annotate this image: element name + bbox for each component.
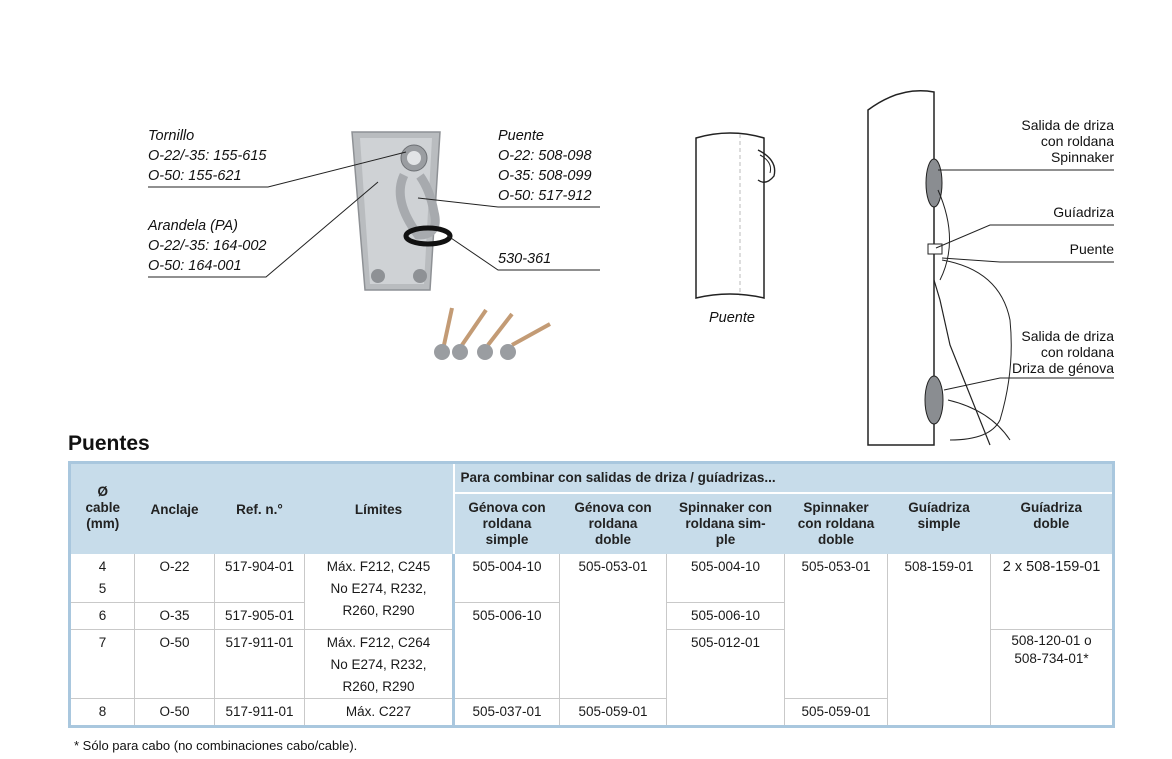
cell-spin-simple: 505-012-01 [667,630,785,727]
hsd-1: Spinnaker [803,500,869,515]
cell-spin-simple: 505-006-10 [667,603,785,630]
cell-anclaje: O-50 [135,699,215,727]
hgus-2: simple [917,516,961,531]
arandela-ref-1: O-22/-35: 164-002 [148,238,267,254]
cell-guia-doble [991,630,1114,727]
cell-cable-4: 4 [98,559,107,574]
header-guia-simple [888,493,991,554]
header-limites [305,463,454,555]
hgud-1: Guíadriza [1020,500,1083,515]
cell-guia-doble: 2 x 508-159-01 [991,554,1114,630]
salida-gen-line-3: Driza de génova [1012,360,1114,376]
puentes-table [68,461,1115,728]
header-limites-text: Límites [354,502,403,517]
cell-spin-doble: 505-059-01 [785,699,888,727]
header-spin-doble [785,493,888,554]
cell-ref: 517-904-01 [215,554,305,603]
label-puente-right: Puente [1069,241,1114,257]
label-salida-genova [1012,328,1114,376]
tornillo-ref-2: O-50: 155-621 [148,168,242,184]
cell-spin-simple: 505-004-10 [667,554,785,603]
label-salida-spinnaker [1021,117,1114,165]
cell-ref: 517-911-01 [215,630,305,699]
cell-genova-simple: 505-037-01 [454,699,560,727]
cell-cable-5: 5 [98,581,107,596]
puente-ref-2: O-35: 508-099 [498,168,592,184]
header-cable-line-2: cable [85,500,121,515]
label-tornillo [148,126,267,186]
table-row [70,554,1114,603]
tornillo-ref-1: O-22/-35: 155-615 [148,148,267,164]
puente-ref-1: O-22: 508-098 [498,148,592,164]
hgud-2: doble [1033,516,1070,531]
bridge-bracket-image [352,132,450,290]
header-cable-line-3: (mm) [86,516,120,531]
hgs-3: simple [485,532,529,547]
hsd-2: con roldana [797,516,875,531]
cell-cable: 7 [70,630,135,699]
salida-gen-line-2: con roldana [1040,344,1114,360]
small-mast-drawing [696,133,775,298]
hss-2: roldana sim- [685,516,766,531]
header-genova-doble [560,493,667,554]
cell-cable: 8 [70,699,135,727]
label-530-361: 530-361 [498,251,552,267]
header-guia-doble [991,493,1114,554]
rivets-image [434,308,550,360]
cell-guia-doble-b: 508-734-01* [1014,651,1089,666]
salida-spin-line-1: Salida de driza [1021,117,1114,133]
hss-1: Spinnaker con [678,500,773,515]
cell-genova-simple: 505-004-10 [454,554,560,603]
hgd-3: doble [595,532,631,547]
cell-limites-a: Máx. F212, C245 [326,559,431,574]
salida-spin-line-3: Spinnaker [1050,149,1114,165]
header-anclaje-text: Anclaje [150,502,199,517]
puente-title: Puente [498,128,544,144]
hss-3: ple [715,532,736,547]
cell-limites-b: No E274, R232, [330,657,427,672]
cell-limites [305,630,454,699]
cell-limites: Máx. C227 [305,699,454,727]
cell-cable [70,554,135,603]
label-arandela [148,216,267,276]
cell-genova-doble: 505-059-01 [560,699,667,727]
large-mast-drawing [868,91,1011,445]
cell-limites-c: R260, R290 [342,679,415,694]
cell-genova-simple: 505-006-10 [454,603,560,699]
hgs-2: roldana [482,516,532,531]
label-puente [498,126,592,206]
cell-limites-c: R260, R290 [342,603,415,618]
cell-limites-b: No E274, R232, [330,581,427,596]
header-group: Para combinar con salidas de driza / guíadrizas... [454,463,1114,494]
cell-limites-a: Máx. F212, C264 [326,635,431,650]
cell-guia-simple: 508-159-01 [888,554,991,727]
hgd-1: Génova con [574,500,652,515]
header-anclaje [135,463,215,555]
cell-anclaje: O-22 [135,554,215,603]
section-title: Puentes [68,432,150,455]
tornillo-title: Tornillo [148,128,195,144]
header-ref-text: Ref. n.° [236,502,283,517]
hgus-1: Guíadriza [908,500,970,515]
salida-spin-line-2: con roldana [1040,133,1114,149]
arandela-title: Arandela (PA) [148,218,238,234]
cell-limites [305,554,454,630]
header-spin-simple [667,493,785,554]
hgd-2: roldana [588,516,638,531]
header-cable [70,463,135,555]
cell-genova-doble: 505-053-01 [560,554,667,699]
cell-spin-doble: 505-053-01 [785,554,888,699]
cell-anclaje: O-35 [135,603,215,630]
cell-ref: 517-905-01 [215,603,305,630]
hsd-3: doble [818,532,854,547]
header-ref [215,463,305,555]
cell-guia-doble-a: 508-120-01 o [1011,633,1092,648]
cell-cable: 6 [70,603,135,630]
arandela-ref-2: O-50: 164-001 [148,258,242,274]
hgs-1: Génova con [468,500,546,515]
header-genova-simple [454,493,560,554]
cell-anclaje: O-50 [135,630,215,699]
puente-ref-3: O-50: 517-912 [498,188,592,204]
salida-gen-line-1: Salida de driza [1021,328,1114,344]
footnote: * Sólo para cabo (no combinaciones cabo/cable). [74,738,358,753]
header-cable-line-1: Ø [97,484,108,499]
small-mast-caption: Puente [709,310,755,326]
cell-ref: 517-911-01 [215,699,305,727]
label-guiadriza: Guíadriza [1053,204,1114,220]
